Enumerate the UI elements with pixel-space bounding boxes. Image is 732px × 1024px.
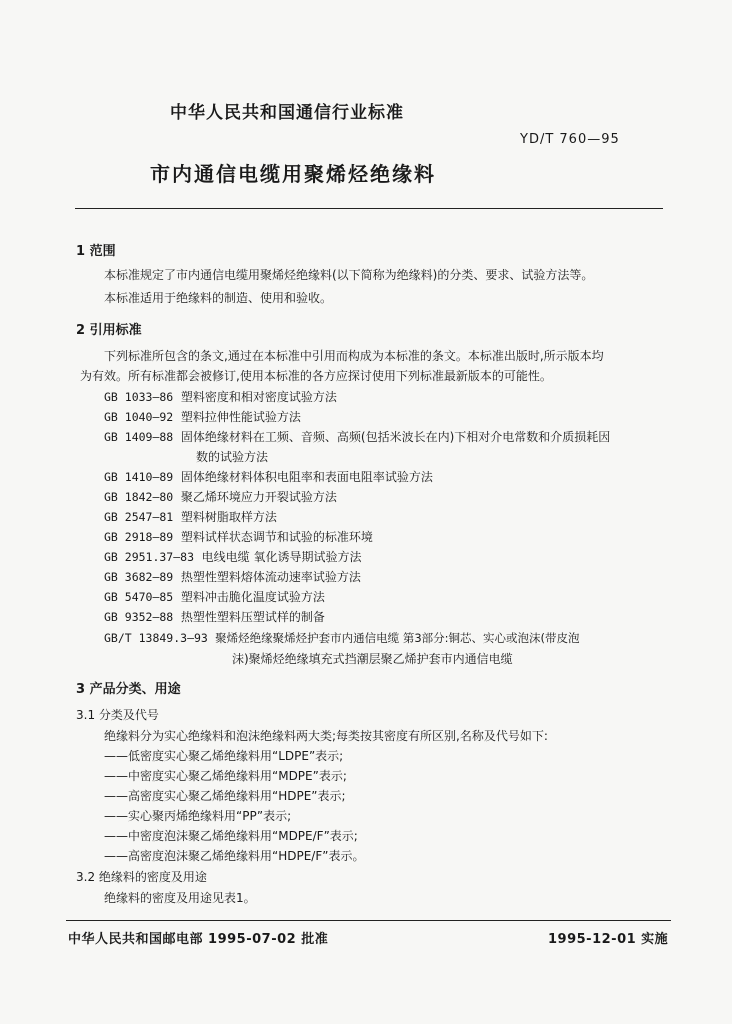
reference-code: GB 2547—81 <box>104 510 174 524</box>
reference-code: GB 9352—88 <box>104 610 174 624</box>
section-1-heading: 1 范围 <box>76 244 116 259</box>
section-2-paragraph-line-1: 下列标准所包含的条文,通过在本标准中引用而构成为本标准的条文。本标准出版时,所示版本均 <box>104 349 604 363</box>
list-item: ——实心聚丙烯绝缘料用“PP”表示; <box>104 809 292 823</box>
reference-code: GB/T 13849.3—93 <box>104 631 208 645</box>
reference-code: GB 5470—85 <box>104 590 174 604</box>
standard-code: YD/T 760—95 <box>520 132 620 147</box>
section-3-heading: 3 产品分类、用途 <box>76 682 181 697</box>
reference-title: 固体绝缘材料体积电阻率和表面电阻率试验方法 <box>180 470 433 484</box>
reference-code: GB 1033—86 <box>104 390 174 404</box>
subsection-3-1-intro: 绝缘料分为实心绝缘料和泡沫绝缘料两大类;每类按其密度有所区别,名称及代号如下: <box>104 729 548 743</box>
reference-title-continued: 沫)聚烯烃绝缘填充式挡潮层聚乙烯护套市内通信电缆 <box>232 652 513 666</box>
reference-item <box>104 428 610 445</box>
reference-item <box>104 488 337 505</box>
subsection-3-2-text: 绝缘料的密度及用途见表1。 <box>104 891 256 905</box>
reference-title: 固体绝缘材料在工频、音频、高频(包括米波长在内)下相对介电常数和介质损耗因 <box>180 430 611 444</box>
reference-code: GB 2918—89 <box>104 530 174 544</box>
reference-item <box>104 388 337 405</box>
reference-title: 塑料冲击脆化温度试验方法 <box>180 590 325 604</box>
reference-item <box>104 468 433 485</box>
reference-item <box>104 508 277 525</box>
reference-code: GB 1409—88 <box>104 430 174 444</box>
reference-title: 聚乙烯环境应力开裂试验方法 <box>180 490 337 504</box>
reference-title-continued: 数的试验方法 <box>196 450 269 464</box>
list-item: ——低密度实心聚乙烯绝缘料用“LDPE”表示; <box>104 749 344 763</box>
reference-code: GB 1410—89 <box>104 470 174 484</box>
list-item: ——高密度泡沫聚乙烯绝缘料用“HDPE/F”表示。 <box>104 849 365 863</box>
reference-code: GB 1842—80 <box>104 490 174 504</box>
header-rule <box>75 208 663 209</box>
reference-item <box>104 548 361 565</box>
section-2-heading: 2 引用标准 <box>76 323 142 338</box>
section-1-paragraph-2: 本标准适用于绝缘料的制造、使用和验收。 <box>104 291 333 305</box>
document-title: 市内通信电缆用聚烯烃绝缘料 <box>150 162 436 186</box>
reference-title: 电线电缆 氧化诱导期试验方法 <box>201 550 362 564</box>
list-item: ——高密度实心聚乙烯绝缘料用“HDPE”表示; <box>104 789 346 803</box>
reference-title: 塑料拉伸性能试验方法 <box>180 410 301 424</box>
reference-title: 塑料试样状态调节和试验的标准环境 <box>180 530 373 544</box>
implementation-line: 1995-12-01 实施 <box>548 932 669 947</box>
reference-code: GB 3682—89 <box>104 570 174 584</box>
subsection-3-1-heading: 3.1 分类及代号 <box>76 708 159 722</box>
reference-item <box>104 588 325 605</box>
reference-title: 热塑性塑料熔体流动速率试验方法 <box>180 570 361 584</box>
list-item: ——中密度泡沫聚乙烯绝缘料用“MDPE/F”表示; <box>104 829 358 843</box>
reference-item <box>104 528 373 545</box>
list-item: ——中密度实心聚乙烯绝缘料用“MDPE”表示; <box>104 769 347 783</box>
reference-title: 塑料树脂取样方法 <box>180 510 277 524</box>
reference-code: GB 1040—92 <box>104 410 174 424</box>
section-2-paragraph-line-2: 为有效。所有标准都会被修订,使用本标准的各方应探讨使用下列标准最新版本的可能性。 <box>80 369 552 383</box>
reference-item <box>104 630 580 646</box>
reference-code: GB 2951.37—83 <box>104 550 195 564</box>
approval-line: 中华人民共和国邮电部 1995-07-02 批准 <box>68 932 329 947</box>
standard-type: 中华人民共和国通信行业标准 <box>170 103 404 123</box>
reference-title: 热塑性塑料压塑试样的制备 <box>180 610 325 624</box>
footer-rule <box>66 920 671 921</box>
reference-title: 塑料密度和相对密度试验方法 <box>180 390 337 404</box>
reference-item <box>104 568 361 585</box>
reference-item <box>104 408 301 425</box>
section-1-paragraph-1: 本标准规定了市内通信电缆用聚烯烃绝缘料(以下简称为绝缘料)的分类、要求、试验方法等。 <box>104 268 594 282</box>
reference-item <box>104 608 325 625</box>
subsection-3-2-heading: 3.2 绝缘料的密度及用途 <box>76 870 207 884</box>
reference-title: 聚烯烃绝缘聚烯烃护套市内通信电缆 第3部分:铜芯、实心或泡沫(带皮泡 <box>215 631 580 645</box>
